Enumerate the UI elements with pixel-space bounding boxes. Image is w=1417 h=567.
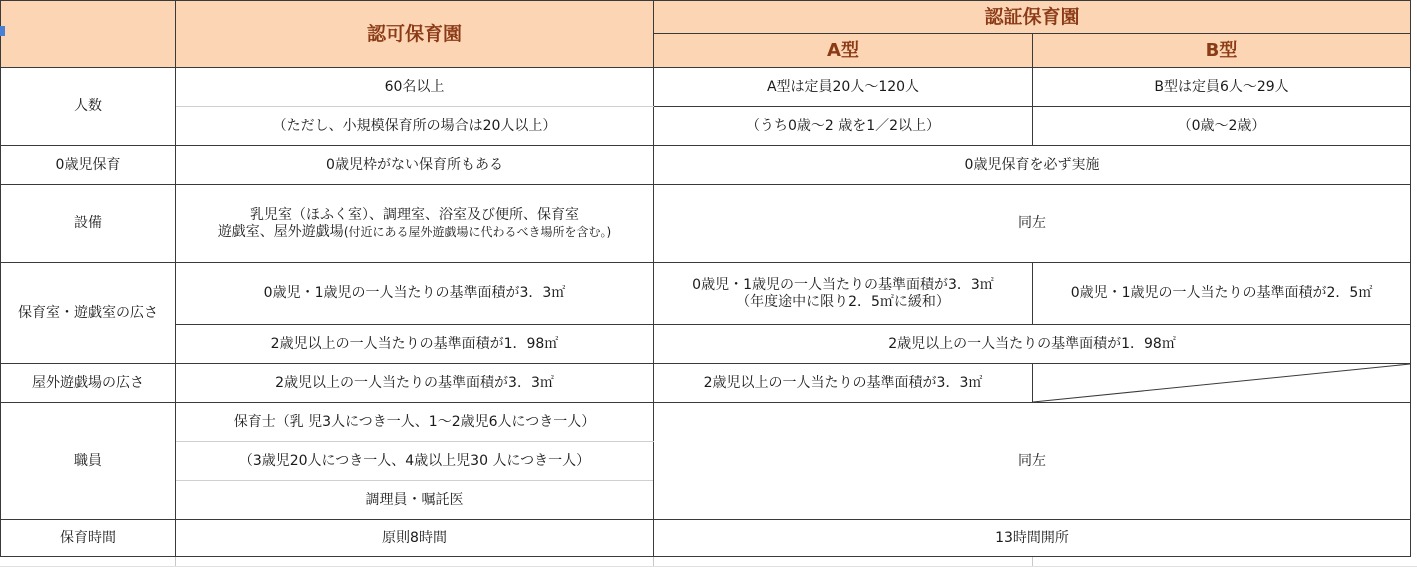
hiro-a-1-line2: （年度途中に限り2．5㎡に緩和） — [736, 293, 950, 310]
hiro-a-1[interactable] — [654, 263, 1033, 325]
row-label-shokuin[interactable]: 職員 — [1, 403, 176, 520]
row-label-ninzu[interactable]: 人数 — [1, 68, 176, 146]
row-label-setsubi[interactable]: 設備 — [1, 185, 176, 263]
diagonal-slash — [1033, 364, 1410, 402]
cell-selection-marker — [0, 26, 5, 36]
header-ninka[interactable]: 認可保育園 — [176, 1, 654, 68]
setsubi-ninsho[interactable]: 同左 — [654, 185, 1411, 263]
header-type-b[interactable]: B型 — [1033, 34, 1411, 68]
okugai-a[interactable]: 2歳児以上の一人当たりの基準面積が3．3㎡ — [654, 364, 1033, 403]
setsubi-ninka-line2-small: (付近にある屋外遊戯場に代わるべき場所を含む。) — [343, 224, 612, 239]
row-label-okugai[interactable]: 屋外遊戯場の広さ — [1, 364, 176, 403]
okugai-b-diagonal-cell[interactable] — [1033, 364, 1411, 403]
hiro-ninsho-2[interactable]: 2歳児以上の一人当たりの基準面積が1．98㎡ — [654, 325, 1411, 364]
ninzu-a-1[interactable]: A型は定員20人～120人 — [654, 68, 1033, 107]
ninzu-ninka-1[interactable]: 60名以上 — [176, 68, 654, 107]
shokuin-ninka-3[interactable]: 調理員・嘱託医 — [176, 481, 654, 520]
hiro-a-1-line1: 0歳児・1歳児の一人当たりの基準面積が3．3㎡ — [692, 276, 994, 293]
header-corner-cell[interactable] — [1, 1, 176, 68]
setsubi-ninka-line2-main: 遊戯室、屋外遊戯場 — [217, 223, 344, 240]
hiro-ninka-2[interactable]: 2歳児以上の一人当たりの基準面積が1．98㎡ — [176, 325, 654, 364]
setsubi-ninka-line1: 乳児室（ほふく室）、調理室、浴室及び便所、保育室 — [250, 206, 579, 223]
jikan-ninsho[interactable]: 13時間開所 — [654, 520, 1411, 557]
ninzu-ninka-2[interactable]: （ただし、小規模保育所の場合は20人以上） — [176, 107, 654, 146]
hiro-ninka-1[interactable]: 0歳児・1歳児の一人当たりの基準面積が3．3㎡ — [176, 263, 654, 325]
shokuin-ninka-1[interactable]: 保育士（乳 児3人につき一人、1～2歳児6人につき一人） — [176, 403, 654, 442]
row-label-hiro[interactable]: 保育室・遊戯室の広さ — [1, 263, 176, 364]
header-type-a[interactable]: A型 — [654, 34, 1033, 68]
okugai-ninka[interactable]: 2歳児以上の一人当たりの基準面積が3．3㎡ — [176, 364, 654, 403]
header-ninsho[interactable]: 認証保育園 — [654, 1, 1411, 34]
ninzu-b-1[interactable]: B型は定員6人～29人 — [1033, 68, 1411, 107]
shokuin-ninsho[interactable]: 同左 — [654, 403, 1411, 520]
hiro-b-1[interactable]: 0歳児・1歳児の一人当たりの基準面積が2．5㎡ — [1033, 263, 1411, 325]
shokuin-ninka-2[interactable]: （3歳児20人につき一人、4歳以上児30 人につき一人） — [176, 442, 654, 481]
zero-ninka[interactable]: 0歳児枠がない保育所もある — [176, 146, 654, 185]
setsubi-ninka[interactable] — [176, 185, 654, 263]
row-label-jikan[interactable]: 保育時間 — [1, 520, 176, 557]
row-label-zero[interactable]: 0歳児保育 — [1, 146, 176, 185]
ninzu-b-2[interactable]: （0歳～2歳） — [1033, 107, 1411, 146]
jikan-ninka[interactable]: 原則8時間 — [176, 520, 654, 557]
zero-ninsho[interactable]: 0歳児保育を必ず実施 — [654, 146, 1411, 185]
ninzu-a-2[interactable]: （うち0歳～2 歳を1／2以上） — [654, 107, 1033, 146]
setsubi-ninka-line2 — [180, 224, 649, 241]
